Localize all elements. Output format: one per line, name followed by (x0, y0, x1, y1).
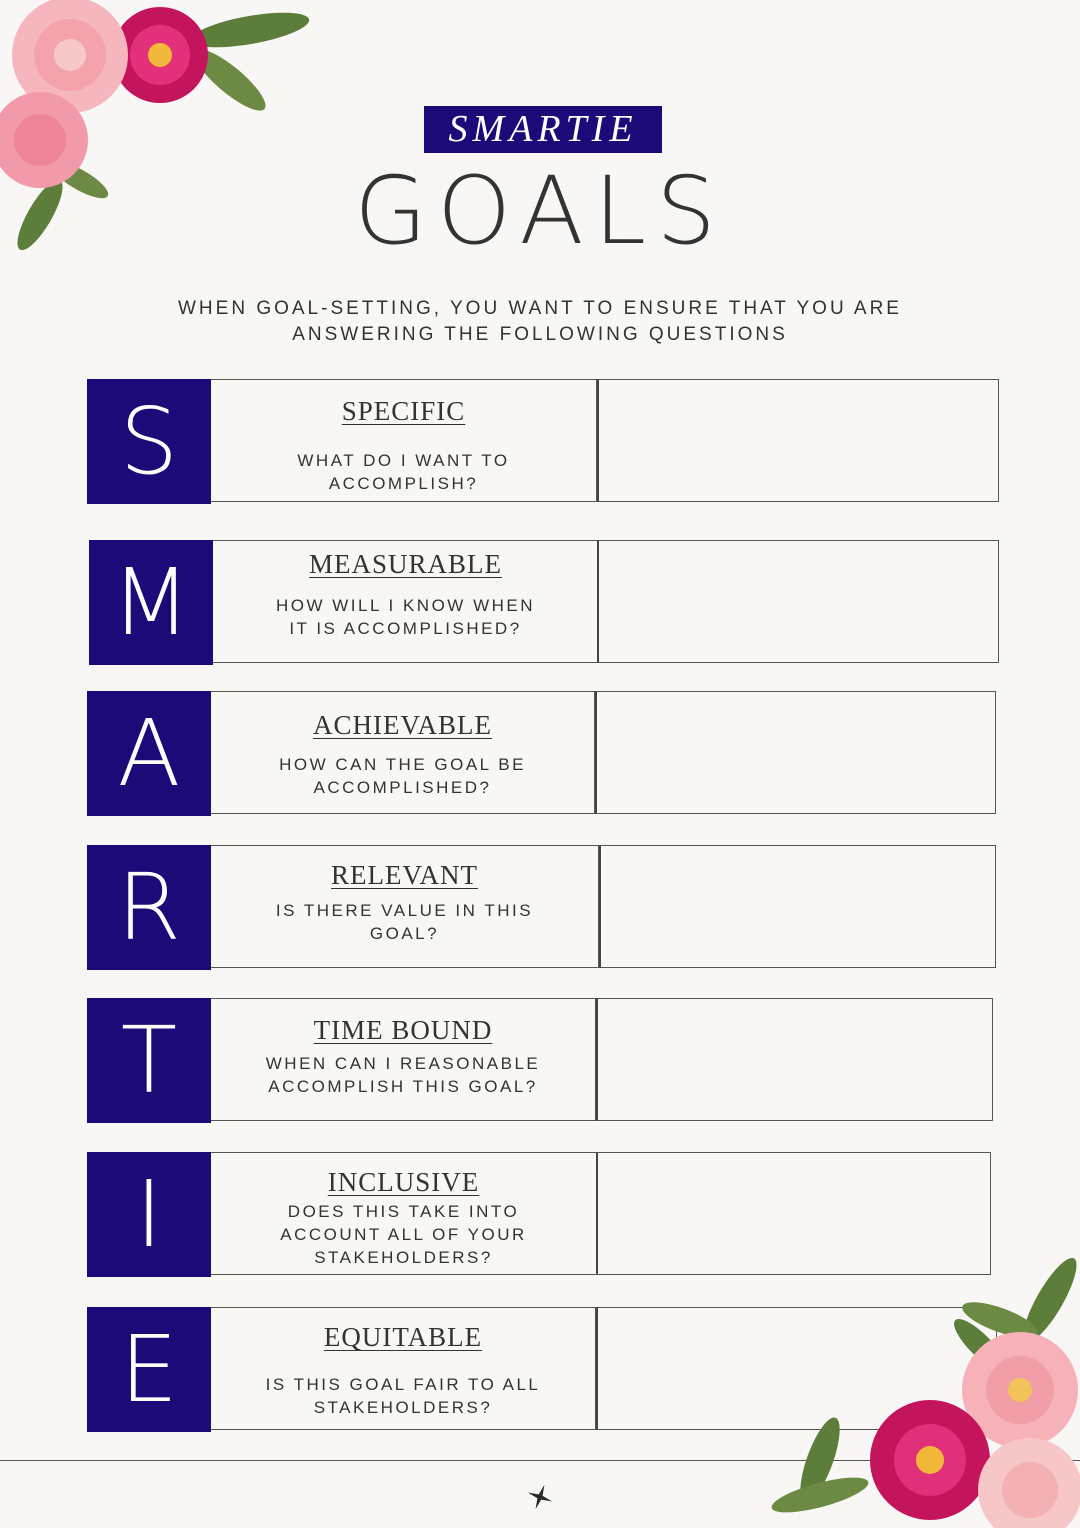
row-letter: A (87, 691, 211, 816)
row-letter: S (87, 379, 211, 504)
question-line: DOES THIS TAKE INTO (287, 1202, 520, 1221)
question-line: IT IS ACCOMPLISHED? (289, 619, 522, 638)
question-cell (213, 540, 599, 663)
row-letter: T (87, 998, 211, 1123)
answer-cell[interactable] (595, 691, 996, 814)
goal-row-achievable (87, 691, 996, 816)
answer-cell[interactable] (597, 540, 999, 663)
question-cell (211, 998, 596, 1121)
row-heading: EQUITABLE (323, 1322, 483, 1352)
row-question (243, 753, 563, 799)
question-cell (211, 845, 599, 968)
intro-text (140, 296, 940, 348)
row-question (244, 449, 564, 495)
row-heading: INCLUSIVE (327, 1167, 480, 1197)
answer-cell[interactable] (597, 379, 999, 502)
question-cell (211, 1152, 597, 1275)
question-line: ACCOUNT ALL OF YOUR (280, 1225, 527, 1244)
page-title: GOALS (354, 157, 726, 266)
question-line: HOW CAN THE GOAL BE (279, 755, 526, 774)
row-letter: I (87, 1152, 211, 1277)
question-line: IS THIS GOAL FAIR TO ALL (265, 1375, 541, 1394)
question-line: ACCOMPLISH? (328, 474, 479, 493)
row-heading: RELEVANT (331, 860, 478, 890)
goal-row-relevant (87, 845, 996, 970)
goal-row-specific (87, 379, 999, 504)
smartie-tag: SMARTIE (424, 106, 662, 153)
question-line: WHAT DO I WANT TO (297, 451, 510, 470)
question-cell (211, 379, 597, 502)
question-line: WHEN CAN I REASONABLE (265, 1054, 541, 1073)
row-letter: M (89, 540, 213, 665)
answer-cell[interactable] (596, 998, 993, 1121)
row-letter: R (87, 845, 211, 970)
question-cell (211, 1307, 596, 1430)
row-heading: MEASURABLE (308, 549, 502, 579)
row-heading: TIME BOUND (313, 1015, 493, 1045)
question-line: HOW WILL I KNOW WHEN (275, 596, 536, 615)
row-question (245, 899, 565, 945)
row-question (233, 1373, 573, 1419)
row-heading: SPECIFIC (341, 396, 466, 426)
question-cell (211, 691, 595, 814)
row-question (246, 594, 566, 640)
sparkle-star-icon (527, 1484, 553, 1510)
intro-line: WHEN GOAL-SETTING, YOU WANT TO ENSURE THAT YOU ARE (178, 298, 902, 319)
question-line: ACCOMPLISH THIS GOAL? (268, 1077, 538, 1096)
goal-row-measurable (89, 540, 999, 665)
goal-row-time-bound (87, 998, 993, 1123)
question-line: ACCOMPLISHED? (313, 778, 492, 797)
row-letter: E (87, 1307, 211, 1432)
row-question (233, 1052, 573, 1098)
peony-flowers-icon (760, 1250, 1080, 1528)
question-line: GOAL? (369, 924, 440, 943)
row-question (244, 1200, 564, 1269)
question-line: STAKEHOLDERS? (313, 1398, 493, 1417)
answer-cell[interactable] (599, 845, 996, 968)
row-heading: ACHIEVABLE (312, 710, 492, 740)
intro-line: ANSWERING THE FOLLOWING QUESTIONS (292, 324, 788, 345)
question-line: STAKEHOLDERS? (314, 1248, 493, 1267)
question-line: IS THERE VALUE IN THIS (275, 901, 534, 920)
